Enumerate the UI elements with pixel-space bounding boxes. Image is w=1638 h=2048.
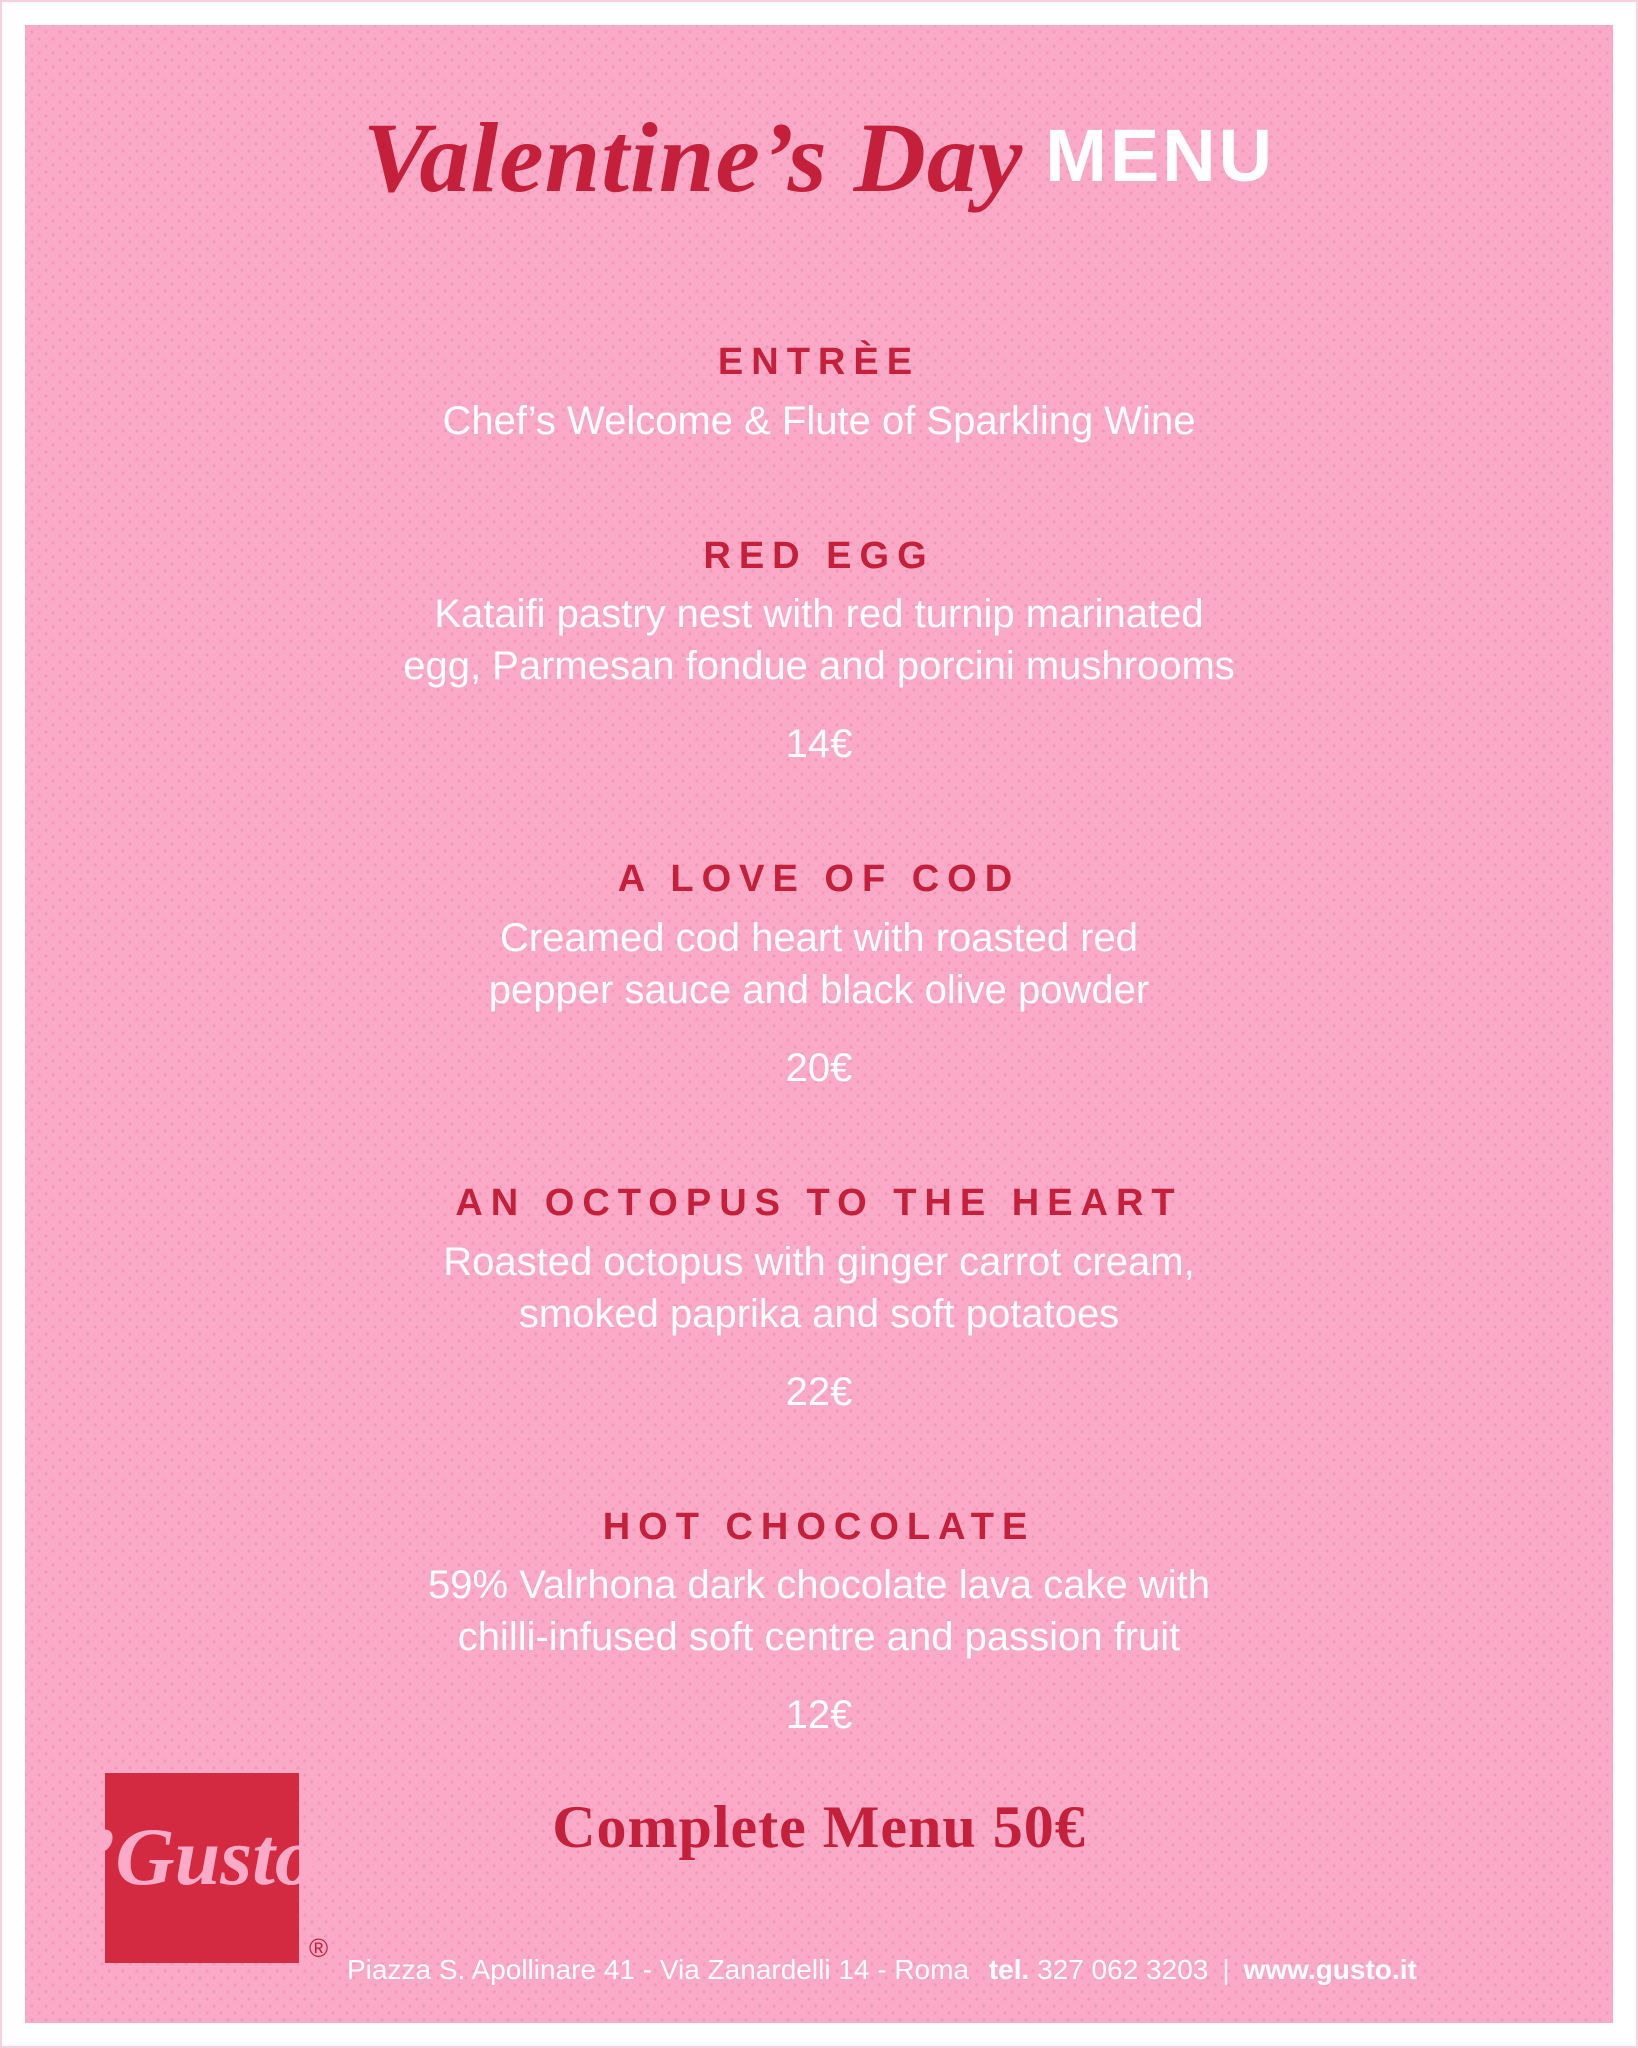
menu-section-red-egg: [25, 535, 1613, 771]
description-line: Chef’s Welcome & Flute of Sparkling Wine: [442, 398, 1196, 443]
footer-contact-line: [347, 1953, 1417, 1987]
description-line: pepper sauce and black olive powder: [488, 968, 1150, 1013]
registered-trademark-icon: ®: [309, 1933, 329, 1963]
section-description: [25, 395, 1613, 447]
section-description: [25, 912, 1613, 1016]
footer-website: www.gusto.it: [1243, 1954, 1417, 1985]
menu-section-entree: [25, 341, 1613, 447]
section-heading-octopus: AN OCTOPUS TO THE HEART: [455, 1182, 1183, 1225]
price-red-egg: 14€: [785, 722, 853, 767]
gusto-logo: [88, 1773, 316, 1963]
footer-separator: |: [1222, 1954, 1230, 1985]
description-line: egg, Parmesan fondue and porcini mushrooms: [403, 644, 1235, 689]
gusto-logo-text: ’Gusto: [88, 1810, 316, 1902]
complete-menu-offer: Complete Menu 50€: [552, 1794, 1086, 1860]
description-line: 59% Valrhona dark chocolate lava cake with: [428, 1563, 1210, 1608]
description-line: Roasted octopus with ginger carrot cream,: [443, 1239, 1195, 1284]
section-heading-hot-chocolate: HOT CHOCOLATE: [602, 1505, 1036, 1548]
section-heading-red-egg: RED EGG: [703, 534, 935, 577]
menu-section-hot-chocolate: [25, 1506, 1613, 1742]
menu-section-octopus: [25, 1182, 1613, 1418]
section-heading-entree: ENTRÈE: [717, 341, 921, 383]
title-menu: MENU: [1045, 114, 1276, 197]
section-description: [25, 588, 1613, 692]
menu-panel: [25, 25, 1613, 2023]
footer-tel-label: tel.: [988, 1954, 1030, 1985]
page-title: [25, 103, 1613, 213]
description-line: smoked paprika and soft potatoes: [518, 1291, 1120, 1336]
section-heading-love-of-cod: A LOVE OF COD: [617, 858, 1021, 901]
footer-address: Piazza S. Apollinare 41 - Via Zanardelli 14 - Roma: [347, 1954, 970, 1985]
description-line: chilli-infused soft centre and passion fruit: [457, 1615, 1181, 1660]
menu-section-love-of-cod: [25, 858, 1613, 1094]
description-line: Kataifi pastry nest with red turnip marinated: [434, 592, 1204, 637]
price-love-of-cod: 20€: [785, 1046, 853, 1091]
price-octopus: 22€: [785, 1369, 853, 1414]
title-valentines-day: Valentine’s Day: [362, 102, 1024, 213]
footer-tel-number: 327 062 3203: [1037, 1954, 1209, 1985]
section-description: [25, 1559, 1613, 1663]
price-hot-chocolate: 12€: [785, 1693, 853, 1738]
section-description: [25, 1236, 1613, 1340]
description-line: Creamed cod heart with roasted red: [499, 916, 1139, 961]
